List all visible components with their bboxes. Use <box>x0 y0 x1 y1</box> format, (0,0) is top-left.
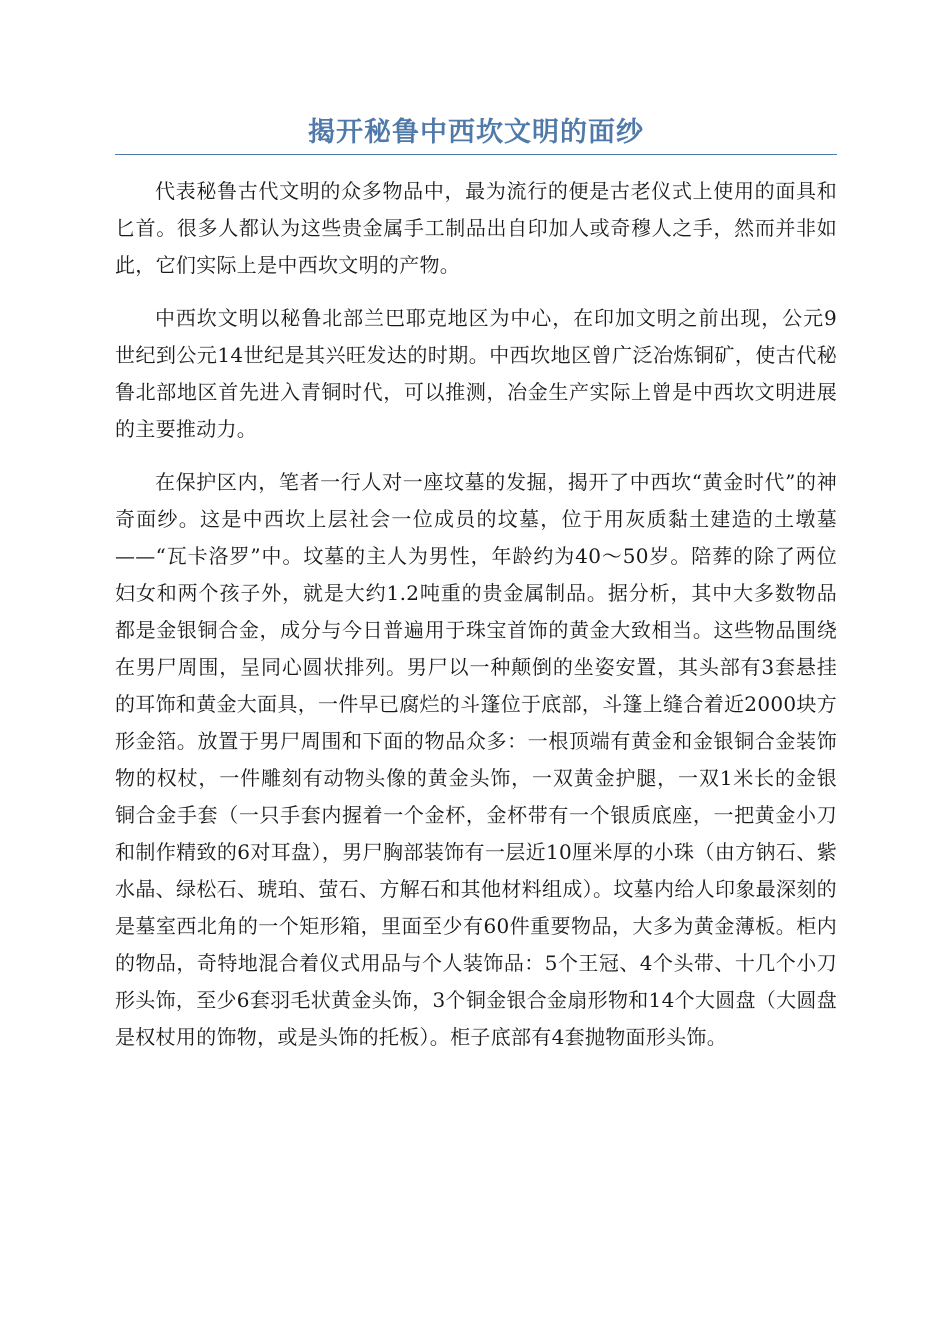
paragraph-2: 中西坎文明以秘鲁北部兰巴耶克地区为中心，在印加文明之前出现，公元9世纪到公元14世纪是其兴旺发达的时期。中西坎地区曾广泛冶炼铜矿，使古代秘鲁北部地区首先进入青铜时代，可以推测，冶金生产实际上曾是中西坎文明进展的主要推动力。 <box>115 306 837 441</box>
document-page <box>115 112 837 1072</box>
paragraph-1: 代表秘鲁古代文明的众多物品中，最为流行的便是古老仪式上使用的面具和匕首。很多人都认为这些贵金属手工制品出自印加人或奇穆人之手，然而并非如此，它们实际上是中西坎文明的产物。 <box>115 179 837 277</box>
paragraph-3: 在保护区内，笔者一行人对一座坟墓的发掘，揭开了中西坎“黄金时代”的神奇面纱。这是中西坎上层社会一位成员的坟墓，位于用灰质黏土建造的土墩墓——“瓦卡洛罗”中。坟墓的主人为男性，年龄约为40～50岁。陪葬的除了两位妇女和两个孩子外，就是大约1.2吨重的贵金属制品。据分析，其中大多数物品都是金银铜合金，成分与今日普遍用于珠宝首饰的黄金大致相当。这些物品围绕在男尸周围，呈同心圆状排列。男尸以一种颠倒的坐姿安置，其头部有3套悬挂的耳饰和黄金大面具，一件早已腐烂的斗篷位于底部，斗篷上缝合着近2000块方形金箔。放置于男尸周围和下面的物品众多：一根顶端有黄金和金银铜合金装饰物的权杖，一件雕刻有动物头像的黄金头饰，一双黄金护腿，一双1米长的金银铜合金手套（一只手套内握着一个金杯，金杯带有一个银质底座，一把黄金小刀和制作精致的6对耳盘），男尸胸部装饰有一层近10厘米厚的小珠（由方钠石、紫水晶、绿松石、琥珀、萤石、方解石和其他材料组成）。坟墓内给人印象最深刻的是墓室西北角的一个矩形箱，里面至少有60件重要物品，大多为黄金薄板。柜内的物品，奇特地混合着仪式用品与个人装饰品：5个王冠、4个头带、十几个小刀形头饰，至少6套羽毛状黄金头饰，3个铜金银合金扇形物和14个大圆盘（大圆盘是权杖用的饰物，或是头饰的托板）。柜子底部有4套抛物面形头饰。 <box>115 470 837 1049</box>
document-title: 揭开秘鲁中西坎文明的面纱 <box>308 117 644 148</box>
title-underline <box>115 154 837 155</box>
